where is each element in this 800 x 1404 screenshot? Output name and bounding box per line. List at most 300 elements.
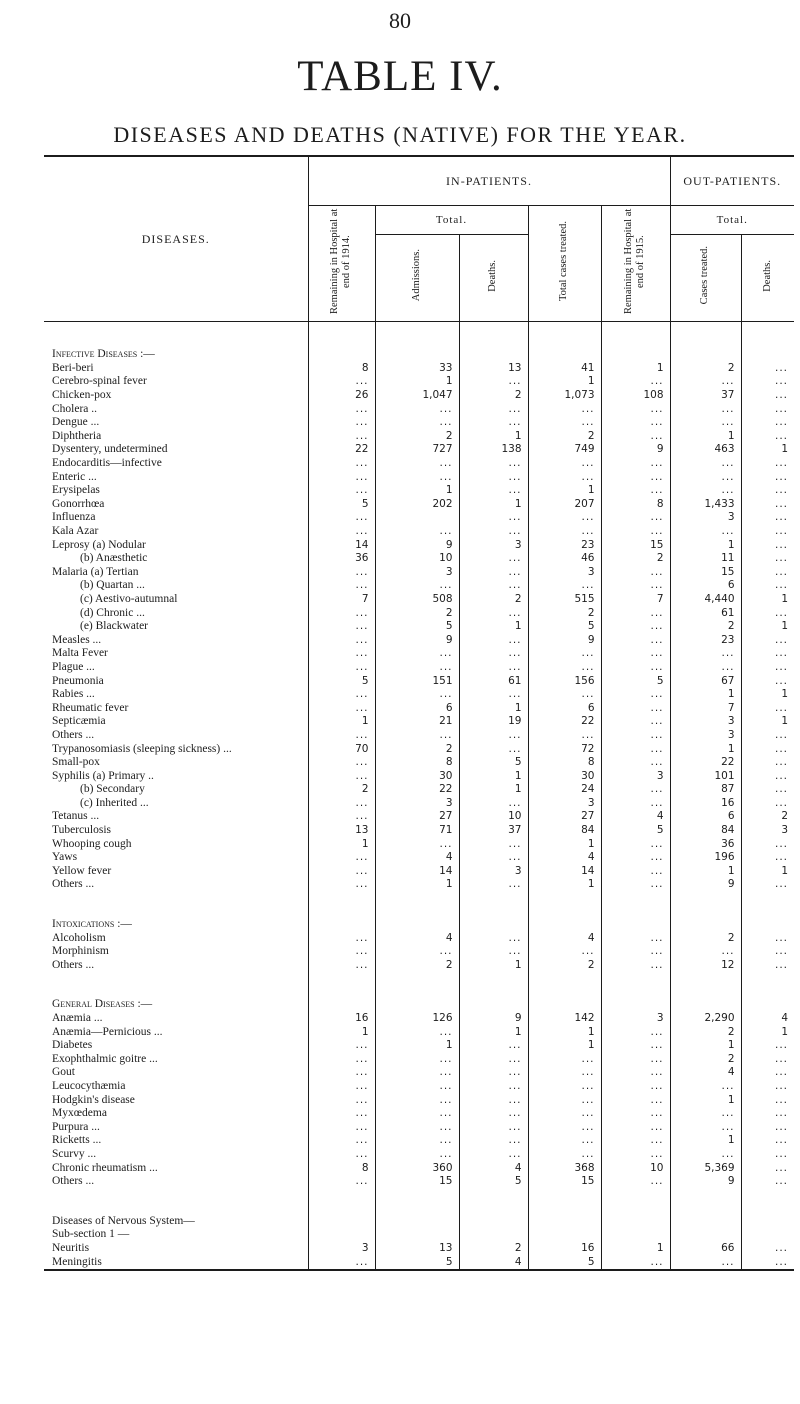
table-row [44, 729, 794, 743]
deaths-value: ... [459, 470, 528, 484]
admissions-value: 21 [375, 715, 459, 729]
admissions-value: ... [375, 470, 459, 484]
table-title: TABLE IV. [297, 53, 503, 100]
header-in-patients: IN-PATIENTS. [308, 156, 670, 206]
spacer-cell [308, 1188, 375, 1214]
disease-name: Others ... [52, 728, 95, 741]
remaining-start-value: ... [308, 620, 375, 634]
disease-name: Kala Azar [52, 525, 99, 538]
admissions-value: ... [375, 1093, 459, 1107]
remaining-end-value: ... [601, 1053, 670, 1067]
empty-cell [459, 918, 528, 932]
admissions-value: ... [375, 945, 459, 959]
remaining-end-value: ... [601, 1134, 670, 1148]
out-deaths-value: ... [741, 1120, 794, 1134]
deaths-value: ... [459, 1080, 528, 1094]
subheading: Sub-section 1 — [52, 1228, 130, 1241]
admissions-value: 727 [375, 443, 459, 457]
remaining-end-value: ... [601, 959, 670, 973]
remaining-end-value: 5 [601, 824, 670, 838]
table-row [44, 1039, 794, 1053]
out-deaths-value: ... [741, 959, 794, 973]
remaining-end-value: 10 [601, 1161, 670, 1175]
total-cases-value: 2 [528, 606, 601, 620]
cases-treated-value: 7 [670, 701, 741, 715]
disease-name: Plague ... [52, 660, 95, 673]
admissions-value: ... [375, 688, 459, 702]
disease-name: Beri-beri [52, 361, 94, 374]
empty-cell [601, 1214, 670, 1228]
total-cases-value: 8 [528, 756, 601, 770]
empty-cell [741, 998, 794, 1012]
cases-treated-value: 12 [670, 959, 741, 973]
disease-name: Syphilis (a) Primary .. [52, 769, 154, 782]
remaining-end-value: ... [601, 606, 670, 620]
disease-name: Diabetes [52, 1039, 93, 1052]
remaining-end-value: ... [601, 1148, 670, 1162]
out-deaths-value: ... [741, 402, 794, 416]
out-deaths-value: 4 [741, 1012, 794, 1026]
disease-name: Ricketts ... [52, 1134, 102, 1147]
spacer-row [44, 1188, 794, 1214]
table-row [44, 824, 794, 838]
remaining-end-value: ... [601, 1080, 670, 1094]
spacer-cell [601, 1188, 670, 1214]
deaths-value: ... [459, 1107, 528, 1121]
deaths-value: ... [459, 457, 528, 471]
admissions-value: ... [375, 661, 459, 675]
remaining-start-value: 14 [308, 538, 375, 552]
table-row [44, 783, 794, 797]
diseases-table [44, 155, 794, 1271]
deaths-value: ... [459, 945, 528, 959]
table-row [44, 1066, 794, 1080]
total-cases-value: 2 [528, 430, 601, 444]
remaining-start-value: 3 [308, 1242, 375, 1256]
remaining-start-value: ... [308, 797, 375, 811]
out-deaths-value: ... [741, 931, 794, 945]
deaths-value: 13 [459, 362, 528, 376]
deaths-value: ... [459, 606, 528, 620]
remaining-end-value: ... [601, 511, 670, 525]
cases-treated-value: ... [670, 1148, 741, 1162]
empty-cell [308, 1228, 375, 1242]
cases-treated-value: 4,440 [670, 593, 741, 607]
header-out-deaths: Deaths. [761, 259, 773, 292]
cases-treated-value: 196 [670, 851, 741, 865]
out-deaths-value: ... [741, 606, 794, 620]
admissions-value: 14 [375, 865, 459, 879]
total-cases-value: 1 [528, 878, 601, 892]
deaths-value: ... [459, 1039, 528, 1053]
table-row [44, 538, 794, 552]
subheading-row [44, 1214, 794, 1228]
deaths-value: ... [459, 484, 528, 498]
remaining-end-value: ... [601, 484, 670, 498]
table-row [44, 416, 794, 430]
table-row [44, 525, 794, 539]
disease-name: Endocarditis—infective [52, 457, 162, 470]
remaining-start-value: 7 [308, 593, 375, 607]
remaining-end-value: ... [601, 851, 670, 865]
remaining-end-value: ... [601, 416, 670, 430]
table-row [44, 1148, 794, 1162]
disease-name: Measles ... [52, 633, 102, 646]
cases-treated-value: ... [670, 402, 741, 416]
remaining-start-value: ... [308, 945, 375, 959]
remaining-start-value: ... [308, 375, 375, 389]
admissions-value: ... [375, 1066, 459, 1080]
empty-cell [670, 1214, 741, 1228]
cases-treated-value: 22 [670, 756, 741, 770]
spacer-cell [459, 1188, 528, 1214]
admissions-value: 71 [375, 824, 459, 838]
out-deaths-value: ... [741, 430, 794, 444]
total-cases-value: ... [528, 729, 601, 743]
cases-treated-value: 11 [670, 552, 741, 566]
spacer-cell [601, 322, 670, 349]
section-heading: Intoxications :— [52, 918, 132, 931]
cases-treated-value: 36 [670, 837, 741, 851]
remaining-start-value: ... [308, 756, 375, 770]
out-deaths-value: ... [741, 1148, 794, 1162]
table-row [44, 1012, 794, 1026]
deaths-value: ... [459, 878, 528, 892]
out-deaths-value: ... [741, 1134, 794, 1148]
admissions-value: 5 [375, 620, 459, 634]
remaining-start-value: ... [308, 470, 375, 484]
table-row [44, 1175, 794, 1189]
remaining-start-value: ... [308, 1255, 375, 1270]
out-deaths-value: ... [741, 661, 794, 675]
remaining-start-value: 16 [308, 1012, 375, 1026]
table-row [44, 498, 794, 512]
total-cases-value: ... [528, 1120, 601, 1134]
section-heading-row [44, 998, 794, 1012]
cases-treated-value: 87 [670, 783, 741, 797]
deaths-value: 138 [459, 443, 528, 457]
out-deaths-value: ... [741, 1053, 794, 1067]
deaths-value: ... [459, 402, 528, 416]
remaining-end-value: ... [601, 620, 670, 634]
admissions-value: 2 [375, 959, 459, 973]
out-deaths-value: ... [741, 674, 794, 688]
spacer-cell [528, 892, 601, 918]
total-cases-value: 207 [528, 498, 601, 512]
disease-name: Leucocythæmia [52, 1079, 126, 1092]
disease-name: (c) Aestivo-autumnal [80, 592, 178, 605]
remaining-start-value: 2 [308, 783, 375, 797]
remaining-end-value: ... [601, 688, 670, 702]
remaining-start-value: 13 [308, 824, 375, 838]
table-row [44, 511, 794, 525]
table-row [44, 688, 794, 702]
remaining-start-value: ... [308, 430, 375, 444]
table-row [44, 1134, 794, 1148]
cases-treated-value: 2 [670, 362, 741, 376]
table-row [44, 1093, 794, 1107]
table-row [44, 701, 794, 715]
spacer-cell [670, 1188, 741, 1214]
disease-name: (e) Blackwater [80, 620, 149, 633]
cases-treated-value: 6 [670, 810, 741, 824]
total-cases-value: ... [528, 511, 601, 525]
disease-name: Dysentery, undetermined [52, 443, 168, 456]
remaining-end-value: ... [601, 633, 670, 647]
deaths-value: 4 [459, 1161, 528, 1175]
admissions-value: ... [375, 1148, 459, 1162]
disease-name: Small-pox [52, 756, 100, 769]
deaths-value: 1 [459, 701, 528, 715]
empty-cell [375, 1228, 459, 1242]
remaining-start-value: 36 [308, 552, 375, 566]
remaining-end-value: ... [601, 1107, 670, 1121]
deaths-value: ... [459, 511, 528, 525]
total-cases-value: 4 [528, 851, 601, 865]
out-deaths-value: ... [741, 362, 794, 376]
header-diseases: DISEASES. [44, 156, 308, 322]
out-deaths-value: ... [741, 1039, 794, 1053]
table-row [44, 1255, 794, 1270]
remaining-start-value: ... [308, 511, 375, 525]
disease-name: Pneumonia [52, 674, 104, 687]
deaths-value: 10 [459, 810, 528, 824]
disease-name: Yaws [52, 851, 78, 864]
remaining-end-value: ... [601, 457, 670, 471]
total-cases-value: 14 [528, 865, 601, 879]
spacer-cell [601, 972, 670, 998]
deaths-value: ... [459, 797, 528, 811]
admissions-value: 4 [375, 931, 459, 945]
disease-name: Septicæmia [52, 715, 106, 728]
cases-treated-value: 1 [670, 688, 741, 702]
deaths-value: 5 [459, 1175, 528, 1189]
remaining-end-value: ... [601, 837, 670, 851]
remaining-end-value: ... [601, 865, 670, 879]
admissions-value: 126 [375, 1012, 459, 1026]
remaining-start-value: ... [308, 416, 375, 430]
disease-name: Morphinism [52, 945, 109, 958]
deaths-value: ... [459, 647, 528, 661]
disease-name: (b) Secondary [80, 783, 145, 796]
admissions-value: 151 [375, 674, 459, 688]
remaining-start-value: ... [308, 1080, 375, 1094]
total-cases-value: 27 [528, 810, 601, 824]
admissions-value: 10 [375, 552, 459, 566]
table-row [44, 715, 794, 729]
total-cases-value: 142 [528, 1012, 601, 1026]
deaths-value: 1 [459, 498, 528, 512]
remaining-start-value: ... [308, 878, 375, 892]
deaths-value: 61 [459, 674, 528, 688]
empty-cell [601, 918, 670, 932]
empty-cell [601, 348, 670, 362]
total-cases-value: ... [528, 1134, 601, 1148]
disease-name: Dengue ... [52, 416, 100, 429]
table-row [44, 593, 794, 607]
cases-treated-value: 1 [670, 538, 741, 552]
admissions-value: ... [375, 1107, 459, 1121]
empty-cell [459, 348, 528, 362]
out-deaths-value: ... [741, 416, 794, 430]
total-cases-value: ... [528, 661, 601, 675]
out-deaths-value: ... [741, 1080, 794, 1094]
spacer-cell [601, 892, 670, 918]
out-deaths-value: ... [741, 566, 794, 580]
subheading: Diseases of Nervous System— [52, 1214, 195, 1227]
cases-treated-value: 1 [670, 742, 741, 756]
spacer-cell [44, 322, 308, 349]
table-row [44, 1053, 794, 1067]
cases-treated-value: 5,369 [670, 1161, 741, 1175]
table-row [44, 1080, 794, 1094]
disease-name: Cholera .. [52, 402, 98, 415]
admissions-value [375, 511, 459, 525]
disease-name: Myxœdema [52, 1107, 107, 1120]
out-deaths-value: ... [741, 837, 794, 851]
empty-cell [528, 348, 601, 362]
header-in-total: Total. [375, 206, 528, 235]
total-cases-value: ... [528, 647, 601, 661]
out-deaths-value: ... [741, 878, 794, 892]
section-heading: Infective Diseases :— [52, 348, 155, 361]
remaining-start-value: 70 [308, 742, 375, 756]
table-row [44, 810, 794, 824]
remaining-start-value: ... [308, 931, 375, 945]
header-remaining-start-cell [308, 206, 375, 322]
empty-cell [601, 1228, 670, 1242]
admissions-value: ... [375, 579, 459, 593]
out-deaths-value: ... [741, 633, 794, 647]
table-row [44, 566, 794, 580]
table-header [44, 156, 794, 322]
admissions-value: ... [375, 729, 459, 743]
disease-name: Others ... [52, 1175, 95, 1188]
admissions-value: 4 [375, 851, 459, 865]
disease-name: Trypanosomiasis (sleeping sickness) ... [52, 742, 232, 755]
empty-cell [528, 998, 601, 1012]
remaining-start-value: ... [308, 525, 375, 539]
spacer-cell [741, 972, 794, 998]
remaining-end-value: 5 [601, 674, 670, 688]
cases-treated-value: 2 [670, 1025, 741, 1039]
remaining-start-value: 1 [308, 715, 375, 729]
cases-treated-value: 463 [670, 443, 741, 457]
spacer-cell [741, 322, 794, 349]
admissions-value: 3 [375, 566, 459, 580]
cases-treated-value: ... [670, 1255, 741, 1270]
remaining-start-value: ... [308, 810, 375, 824]
remaining-end-value: 7 [601, 593, 670, 607]
out-deaths-value: ... [741, 498, 794, 512]
deaths-value: ... [459, 1093, 528, 1107]
section-heading-row [44, 918, 794, 932]
cases-treated-value: ... [670, 945, 741, 959]
total-cases-value: ... [528, 1080, 601, 1094]
admissions-value: 9 [375, 538, 459, 552]
remaining-start-value: ... [308, 1175, 375, 1189]
remaining-start-value: ... [308, 688, 375, 702]
admissions-value: 33 [375, 362, 459, 376]
header-remaining-start: Remaining in Hospital at end of 1914. [329, 208, 353, 314]
empty-cell [670, 348, 741, 362]
remaining-end-value: ... [601, 1066, 670, 1080]
deaths-value: ... [459, 375, 528, 389]
remaining-start-value: 1 [308, 837, 375, 851]
header-out-deaths-cell [741, 235, 794, 322]
remaining-start-value: ... [308, 1053, 375, 1067]
header-remaining-end: Remaining in Hospital at end of 1915. [623, 208, 647, 314]
remaining-start-value: 1 [308, 1025, 375, 1039]
cases-treated-value: ... [670, 1080, 741, 1094]
disease-name: Malaria (a) Tertian [52, 565, 139, 578]
remaining-end-value: 2 [601, 552, 670, 566]
remaining-end-value: ... [601, 1025, 670, 1039]
empty-cell [459, 1228, 528, 1242]
spacer-cell [375, 972, 459, 998]
remaining-start-value: ... [308, 729, 375, 743]
deaths-value: 4 [459, 1255, 528, 1270]
total-cases-value: 23 [528, 538, 601, 552]
out-deaths-value: ... [741, 1242, 794, 1256]
disease-name: Rabies ... [52, 688, 95, 701]
total-cases-value: ... [528, 402, 601, 416]
cases-treated-value: ... [670, 1120, 741, 1134]
total-cases-value: 2 [528, 959, 601, 973]
deaths-value: 3 [459, 538, 528, 552]
remaining-start-value: ... [308, 865, 375, 879]
out-deaths-value: 1 [741, 443, 794, 457]
total-cases-value: ... [528, 457, 601, 471]
admissions-value: 1 [375, 1039, 459, 1053]
remaining-start-value: 5 [308, 498, 375, 512]
disease-name: Gout [52, 1066, 75, 1079]
disease-name: Others ... [52, 958, 95, 971]
cases-treated-value: 3 [670, 729, 741, 743]
deaths-value: ... [459, 851, 528, 865]
admissions-value: 5 [375, 1255, 459, 1270]
remaining-end-value: ... [601, 742, 670, 756]
admissions-value: 8 [375, 756, 459, 770]
admissions-value: ... [375, 1053, 459, 1067]
cases-treated-value: ... [670, 484, 741, 498]
spacer-cell [741, 1188, 794, 1214]
remaining-end-value: ... [601, 470, 670, 484]
total-cases-value: 5 [528, 620, 601, 634]
out-deaths-value: 1 [741, 620, 794, 634]
admissions-value: 9 [375, 633, 459, 647]
disease-name: (b) Anæsthetic [80, 552, 148, 565]
table-row [44, 375, 794, 389]
remaining-start-value: ... [308, 484, 375, 498]
cases-treated-value: 1,433 [670, 498, 741, 512]
remaining-start-value: ... [308, 701, 375, 715]
empty-cell [741, 348, 794, 362]
remaining-start-value: ... [308, 1066, 375, 1080]
remaining-end-value: ... [601, 945, 670, 959]
table-row [44, 1025, 794, 1039]
admissions-value: 360 [375, 1161, 459, 1175]
deaths-value: ... [459, 1148, 528, 1162]
header-out-total: Total. [670, 206, 794, 235]
cases-treated-value: 1 [670, 1039, 741, 1053]
out-deaths-value: ... [741, 511, 794, 525]
disease-name: (c) Inherited ... [80, 796, 149, 809]
deaths-value: ... [459, 1134, 528, 1148]
admissions-value: 1,047 [375, 389, 459, 403]
spacer-cell [741, 892, 794, 918]
total-cases-value: 16 [528, 1242, 601, 1256]
